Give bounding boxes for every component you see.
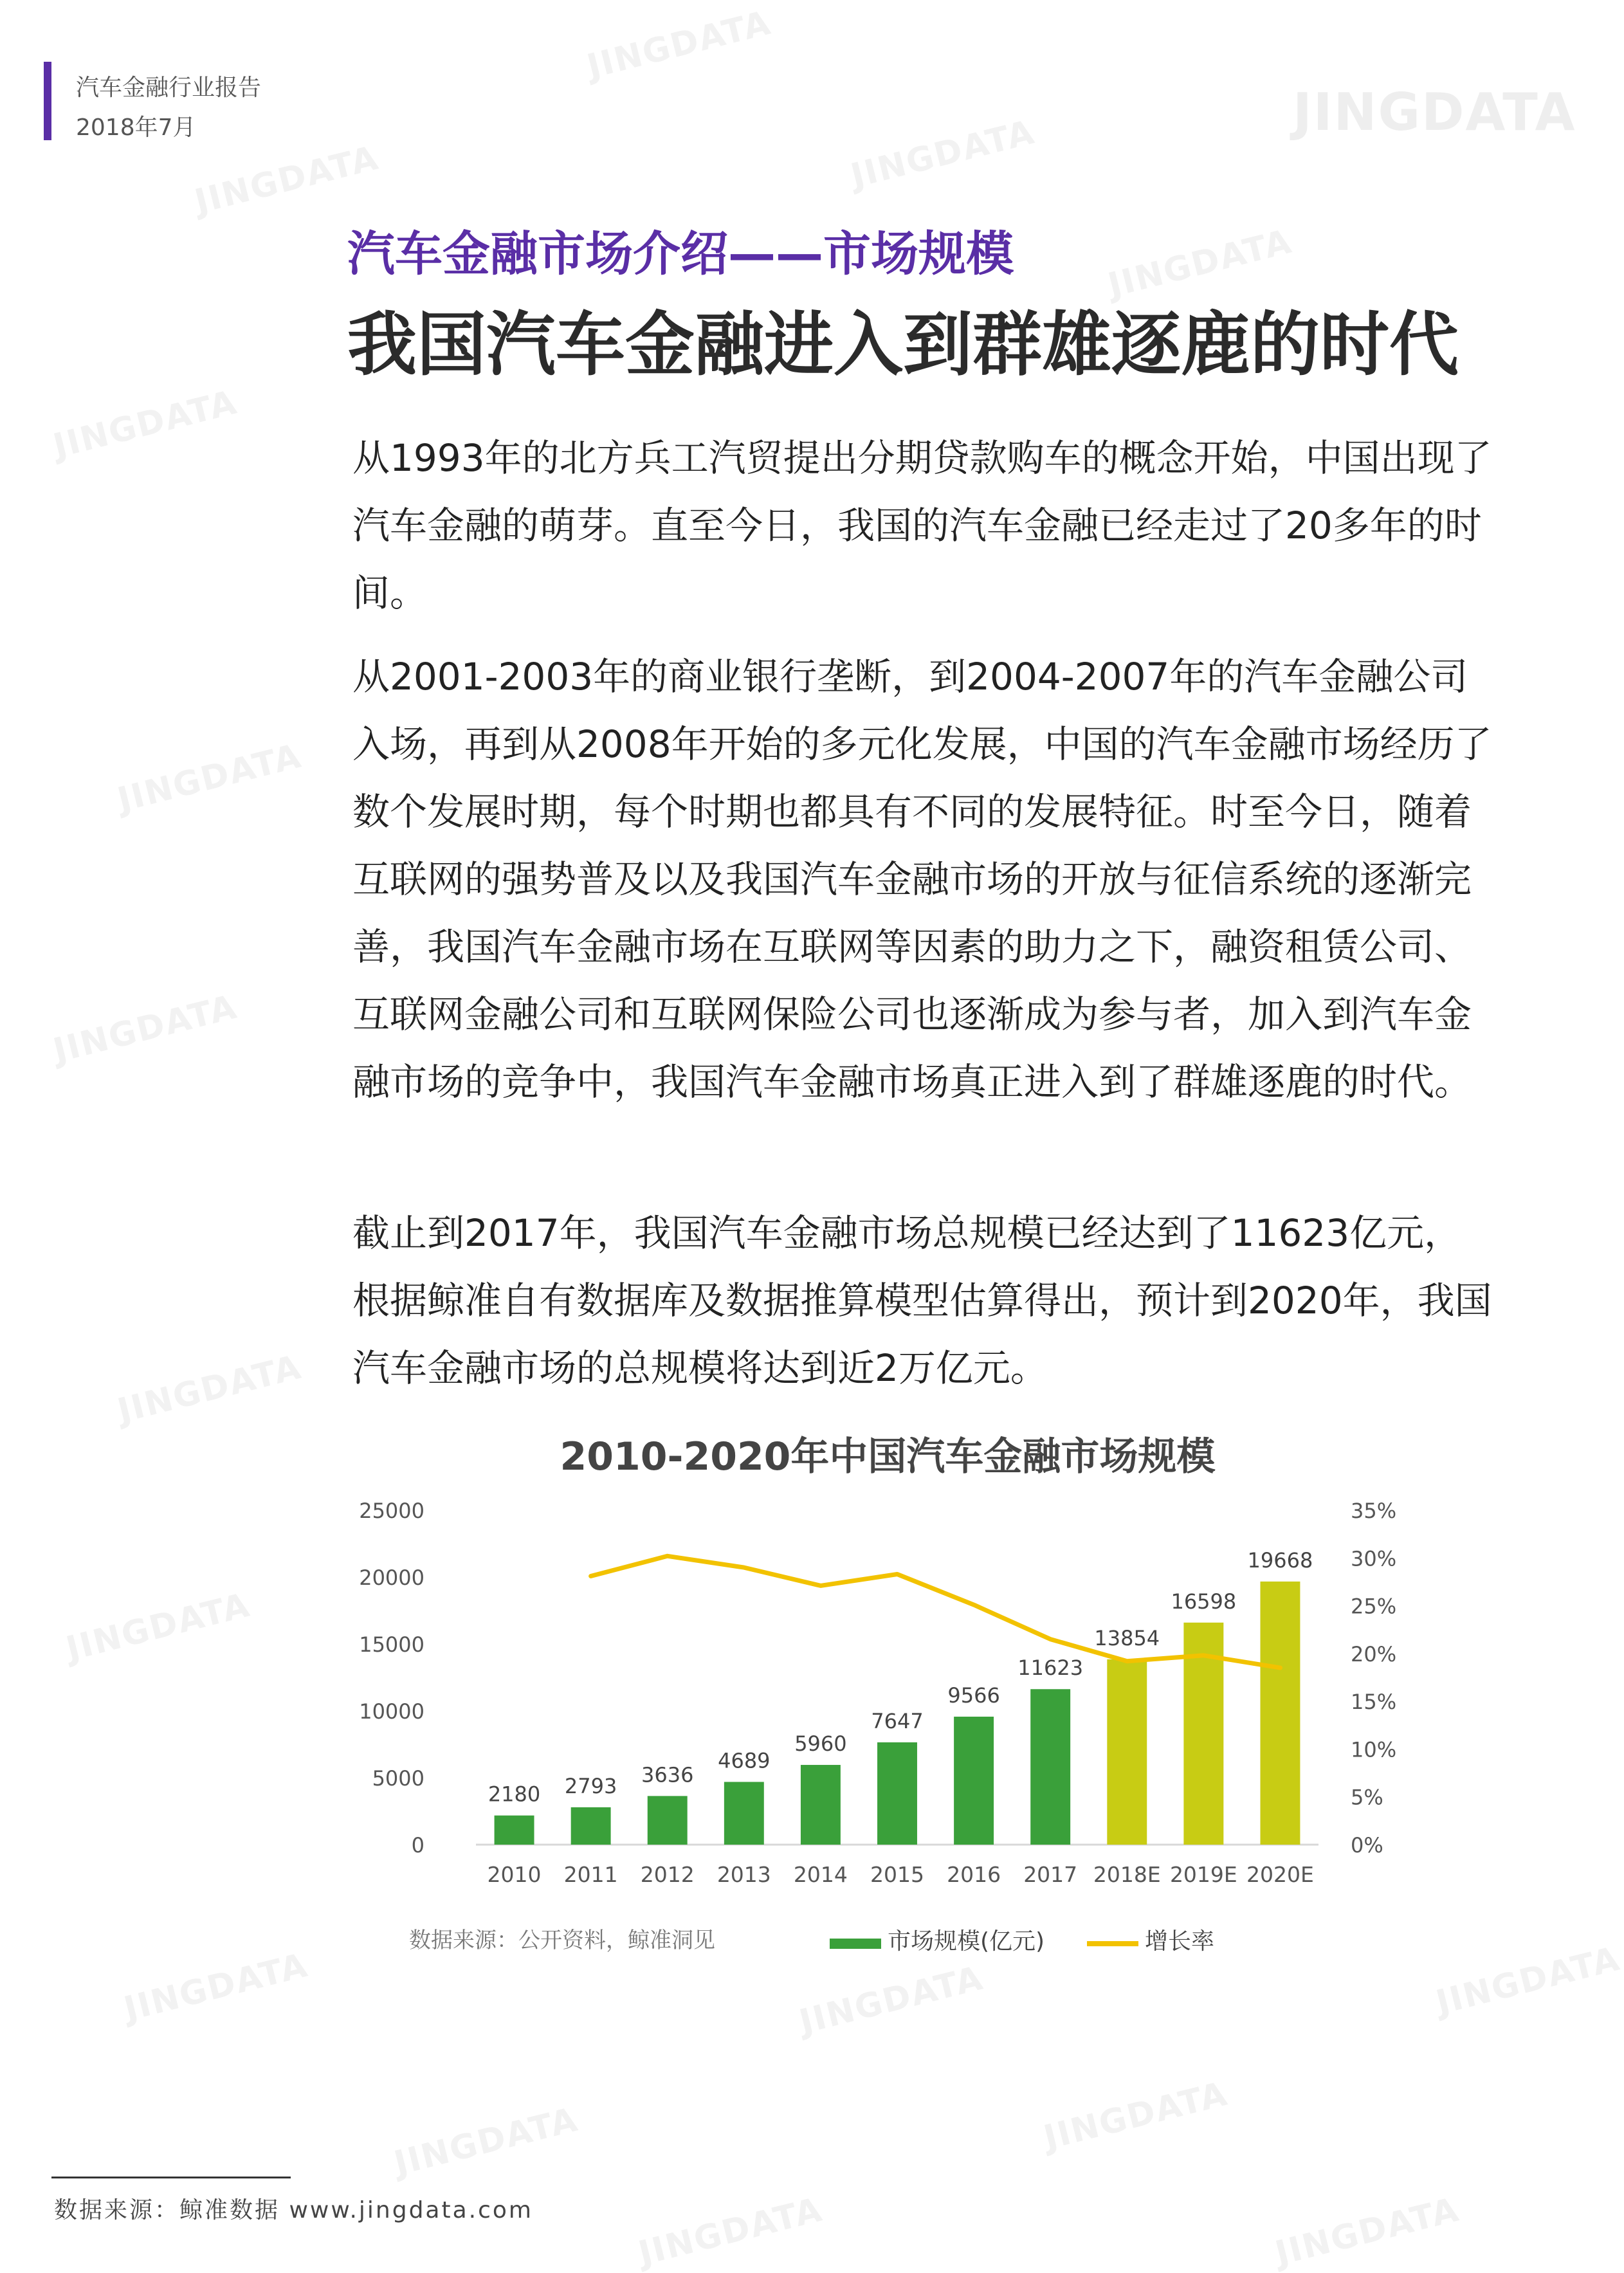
section-subtitle: 汽车金融市场介绍——市场规模 bbox=[347, 226, 1014, 282]
x-tick-label: 2014 bbox=[793, 1862, 848, 1887]
y-tick-label-left: 25000 bbox=[359, 1499, 424, 1523]
market-size-chart bbox=[359, 1421, 1397, 1987]
watermark-text: JINGDATA bbox=[191, 138, 383, 222]
report-date: 2018年7月 bbox=[76, 114, 196, 141]
watermark-text: JINGDATA bbox=[62, 1585, 254, 1669]
watermark-text: JINGDATA bbox=[1104, 222, 1296, 306]
chart-canvas bbox=[359, 1421, 1397, 1987]
watermark-text: JINGDATA bbox=[847, 113, 1039, 196]
y-tick-label-left: 10000 bbox=[359, 1699, 424, 1724]
y-tick-label-left: 15000 bbox=[359, 1632, 424, 1657]
watermark-text: JINGDATA bbox=[50, 987, 241, 1071]
legend-label-bar: 市场规模(亿元) bbox=[888, 1928, 1045, 1955]
x-tick-label: 2012 bbox=[640, 1862, 695, 1887]
y-tick-label-right: 20% bbox=[1351, 1641, 1397, 1666]
data-label: 2793 bbox=[564, 1773, 617, 1798]
legend-label-line: 增长率 bbox=[1145, 1928, 1215, 1955]
watermark-text: JINGDATA bbox=[1272, 2190, 1463, 2273]
y-tick-label-left: 5000 bbox=[372, 1766, 424, 1791]
chart-source: 数据来源：公开资料，鲸准洞见 bbox=[409, 1928, 715, 1953]
watermark-text: JINGDATA bbox=[390, 2100, 582, 2184]
x-tick-label: 2020E bbox=[1246, 1862, 1314, 1887]
data-label: 16598 bbox=[1171, 1589, 1237, 1614]
chart-footer bbox=[409, 1928, 1214, 1955]
footer-source: 数据来源：鲸准数据 www.jingdata.com bbox=[54, 2197, 534, 2223]
watermark-text: JINGDATA bbox=[635, 2190, 826, 2273]
y-tick-label-left: 0 bbox=[411, 1833, 424, 1858]
data-label: 2180 bbox=[488, 1782, 541, 1807]
watermark-text: JINGDATA bbox=[114, 1347, 306, 1431]
page-title: 我国汽车金融进入到群雄逐鹿的时代 bbox=[347, 305, 1459, 385]
watermark-text: JINGDATA bbox=[114, 736, 306, 820]
watermark-text: JINGDATA bbox=[1040, 2074, 1232, 2158]
x-tick-label: 2013 bbox=[716, 1862, 771, 1887]
data-label: 11623 bbox=[1017, 1656, 1084, 1681]
x-tick-label: 2018E bbox=[1093, 1862, 1161, 1887]
y-tick-label-right: 15% bbox=[1351, 1690, 1397, 1715]
bar bbox=[877, 1742, 917, 1845]
legend-swatch-bar bbox=[830, 1939, 881, 1949]
data-label: 4689 bbox=[718, 1748, 771, 1773]
watermark-text: JINGDATA bbox=[50, 383, 241, 466]
header-accent-bar bbox=[44, 62, 51, 140]
bar bbox=[1030, 1689, 1070, 1845]
body-paragraph: 从1993年的北方兵工汽贸提出分期贷款购车的概念开始，中国出现了汽车金融的萌芽。直至今日，我国的汽车金融已经走过了20多年的时间。 bbox=[352, 436, 1492, 615]
y-tick-label-right: 35% bbox=[1351, 1499, 1397, 1523]
y-tick-label-right: 30% bbox=[1351, 1546, 1397, 1571]
bar bbox=[1107, 1659, 1147, 1845]
watermark-text: JINGDATA bbox=[796, 1958, 987, 2042]
x-tick-label: 2016 bbox=[947, 1862, 1001, 1887]
watermark-text: JINGDATA bbox=[1293, 82, 1576, 142]
x-tick-label: 2011 bbox=[563, 1862, 618, 1887]
chart-title: 2010-2020年中国汽车金融市场规模 bbox=[560, 1434, 1216, 1479]
bar bbox=[571, 1807, 611, 1845]
body-paragraph: 截止到2017年，我国汽车金融市场总规模已经达到了11623亿元，根据鲸准自有数据库及数据推算模型估算得出，预计到2020年，我国汽车金融市场的总规模将达到近2万亿元。 bbox=[352, 1211, 1492, 1390]
y-tick-label-left: 20000 bbox=[359, 1566, 424, 1590]
x-tick-label: 2015 bbox=[870, 1862, 924, 1887]
bar bbox=[801, 1765, 841, 1845]
x-tick-label: 2010 bbox=[487, 1862, 542, 1887]
data-label: 13854 bbox=[1094, 1625, 1160, 1650]
bar bbox=[495, 1816, 534, 1845]
footer-divider bbox=[51, 2177, 291, 2178]
report-name: 汽车金融行业报告 bbox=[76, 75, 262, 101]
bar bbox=[954, 1717, 994, 1845]
data-label: 19668 bbox=[1247, 1547, 1313, 1573]
data-label: 3636 bbox=[641, 1762, 694, 1787]
y-tick-label-right: 25% bbox=[1351, 1594, 1397, 1619]
body-paragraph: 从2001-2003年的商业银行垄断，到2004-2007年的汽车金融公司入场，再到从2008年开始的多元化发展，中国的汽车金融市场经历了数个发展时期，每个时期也都具有不同的发展特征。时至今日，随着互联网的强势普及以及我国汽车金融市场的开放与征信系统的逐渐完善，我国汽车金融市场在互联网等因素的助力之下，融资租赁公司、互联网金融公司和互联网保险公司也逐渐成为参与者，加入到汽车金融市场的竞争中，我国汽车金融市场真正进入到了群雄逐鹿的时代。 bbox=[352, 655, 1492, 1104]
report-header bbox=[76, 68, 261, 148]
x-tick-label: 2017 bbox=[1023, 1862, 1078, 1887]
data-label: 9566 bbox=[947, 1683, 1000, 1708]
data-label: 7647 bbox=[871, 1708, 924, 1733]
bar bbox=[724, 1782, 764, 1845]
watermark-text: JINGDATA bbox=[120, 1946, 312, 2029]
bar bbox=[1260, 1582, 1300, 1845]
y-tick-label-right: 10% bbox=[1351, 1737, 1397, 1762]
watermark-text: JINGDATA bbox=[583, 3, 775, 87]
data-label: 5960 bbox=[794, 1731, 847, 1757]
bar bbox=[648, 1796, 688, 1845]
x-tick-label: 2019E bbox=[1169, 1862, 1237, 1887]
watermark-text: JINGDATA bbox=[1432, 1939, 1624, 2023]
y-tick-label-right: 0% bbox=[1351, 1833, 1383, 1858]
y-tick-label-right: 5% bbox=[1351, 1785, 1383, 1810]
